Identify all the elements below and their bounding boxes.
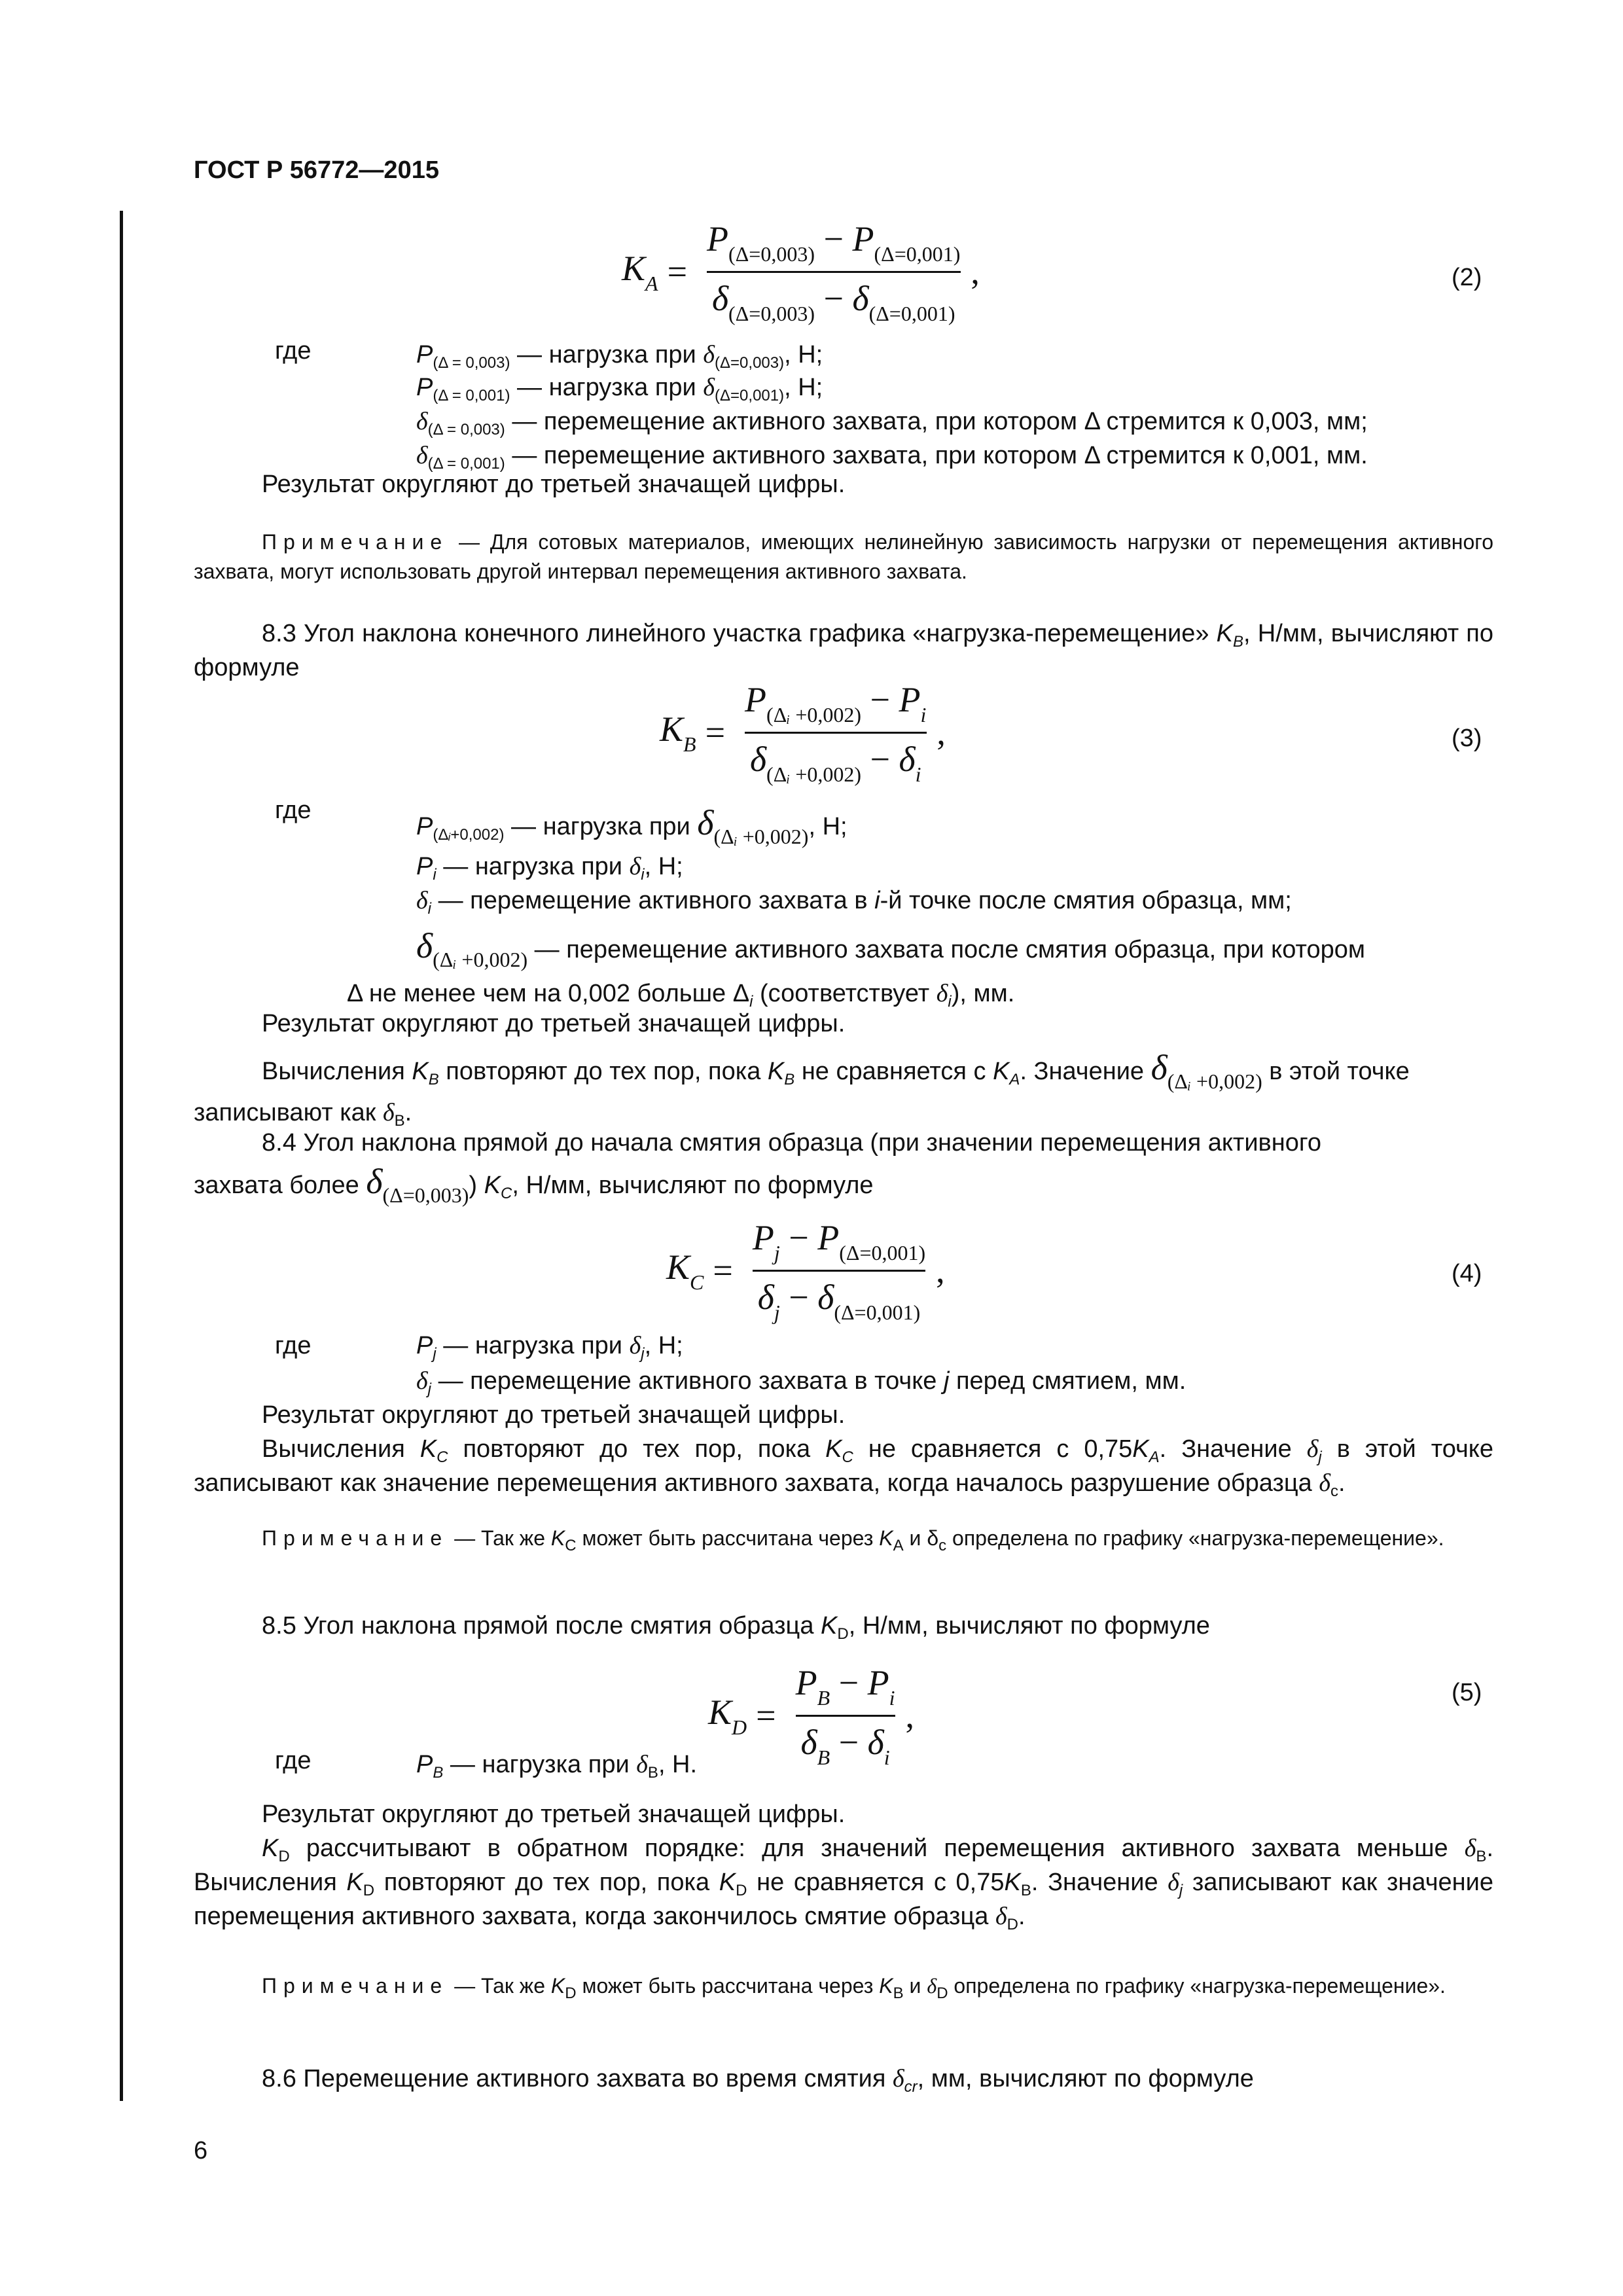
calc-8-4: Вычисления $K_C$ повторяют до тех пор, пока $K_C$ не сравняется с $0,75K_A$. Значение $\delta_j$ в этой точке записывают как значение перемещения активного захвата, когда началось разрушение образца $\delta_c$.	[194, 1435, 1493, 1501]
eq2-number: (2)	[1452, 264, 1482, 291]
def-4-2: $\delta_j$ — перемещение активного захвата в точке j перед смятием, мм.	[416, 1367, 1186, 1398]
section-8-5: 8.5 Угол наклона прямой после смятия образца $K_D$, Н/мм, вычисляют по формуле	[262, 1612, 1210, 1643]
where-label-4: где	[275, 1332, 312, 1359]
def-5-1: $P_B$ — нагрузка при $\delta_B$, Н.	[416, 1751, 698, 1782]
calc-8-3: Вычисления $K_B$ повторяют до тех пор, пока $K_B$ не сравняется с $K_A$. Значение $\delta_{(\Delta ᵢ +0,002)}$ в этой точке	[262, 1048, 1410, 1093]
eq4-fraction: $\frac{P_j - P_{(\Delta=0,001)}}{\delta_j - \delta_{(\Delta=0,001)}}$	[747, 1215, 931, 1326]
def-2-3: $\delta_{(\Delta = 0,003)}$ — перемещение активного захвата, при котором Δ стремится к 0,003, мм;	[416, 408, 1368, 439]
round-text-3: Результат округляют до третьей значащей цифры.	[262, 1401, 846, 1429]
note-1: Примечание — Для сотовых материалов, имеющих нелинейную зависимость нагрузки от перемещения активного захвата, могут использовать другой интервал перемещения активного захвата.	[194, 530, 1493, 583]
equation-2: $K_A$ = $\frac{P_{(\Delta=0,003)} - P_{(\Delta=0,001)}}{\delta_{(\Delta=0,003)} - \delta_{(\Delta=0,001)}}$ ,	[622, 216, 980, 327]
eq3-lhs: $K_B$	[660, 709, 696, 757]
equation-4: $K_C$ = $\frac{P_j - P_{(\Delta=0,001)}}{\delta_j - \delta_{(\Delta=0,001)}}$ ,	[666, 1215, 945, 1326]
document-header: ГОСТ Р 56772—2015	[194, 156, 439, 184]
equation-5: $K_D$ = $\frac{P_B - P_i}{\delta_B - \delta_i}$ ,	[708, 1660, 914, 1771]
round-text-4: Результат округляют до третьей значащей цифры.	[262, 1801, 846, 1828]
section-8-4: 8.4 Угол наклона прямой до начала смятия образца (при значении перемещения активного	[262, 1129, 1322, 1157]
def-3-5: Δ не менее чем на 0,002 больше $\Delta_i$ (соответствует $\delta_i$), мм.	[347, 980, 1015, 1011]
def-2-1: $P_{(\Delta = 0,003)}$ — нагрузка при $\delta_{(\Delta=0,003)}$, Н;	[416, 341, 823, 372]
eq2-fraction: $\frac{P_{(\Delta=0,003)} - P_{(\Delta=0,001)}}{\delta_{(\Delta=0,003)} - \delta_{(\Delta=0,001)}}$	[702, 216, 965, 327]
equation-3: $K_B$ = $\frac{P_{(\Delta ᵢ +0,002)} - P_i}{\delta_{(\Delta ᵢ +0,002)} - \delta_i}$ ,	[660, 677, 946, 788]
def-4-1: $P_j$ — нагрузка при $\delta_j$, Н;	[416, 1332, 683, 1363]
round-text-1: Результат округляют до третьей значащей цифры.	[262, 471, 846, 498]
eq3-fraction: $\frac{P_{(\Delta ᵢ +0,002)} - P_i}{\delta_{(\Delta ᵢ +0,002)} - \delta_i}$	[740, 677, 931, 788]
eq3-number: (3)	[1452, 725, 1482, 752]
def-3-1: $P_{(\Delta ᵢ+0,002)}$ — нагрузка при $\delta_{(\Delta ᵢ +0,002)}$, Н;	[416, 803, 847, 848]
def-2-2: $P_{(\Delta = 0,001)}$ — нагрузка при $\delta_{(\Delta=0,001)}$, Н;	[416, 374, 823, 404]
def-3-4: $\delta_{(\Delta ᵢ +0,002)}$ — перемещение активного захвата после смятия образца, при котором	[416, 926, 1366, 971]
eq4-lhs: $K_C$	[666, 1247, 704, 1295]
note-3: Примечание — Так же $K_D$ может быть рассчитана через $K_B$ и $\delta_D$ определена по графику «нагрузка-перемещение».	[262, 1974, 1446, 2002]
section-8-6: 8.6 Перемещение активного захвата во время смятия $\delta_{cr}$, мм, вычисляют по формуле	[262, 2065, 1254, 2096]
section-8-4-line2: захвата более $\delta_{(\Delta=0,003)}$) $K_C$, Н/мм, вычисляют по формуле	[194, 1162, 874, 1207]
eq5-number: (5)	[1452, 1679, 1482, 1706]
calc-8-3-end: записывают как $\delta_B$.	[194, 1099, 412, 1130]
def-2-4: $\delta_{(\Delta = 0,001)}$ — перемещение активного захвата, при котором Δ стремится к 0,001, мм.	[416, 442, 1368, 473]
eq2-lhs: $K_A$	[622, 249, 658, 296]
page-number: 6	[194, 2137, 208, 2164]
eq5-lhs: $K_D$	[708, 1693, 747, 1740]
note-2: Примечание — Так же $K_C$ может быть рассчитана через $K_A$ и $\delta_c$ определена по графику «нагрузка-перемещение».	[262, 1526, 1444, 1554]
section-8-3: 8.3 Угол наклона конечного линейного участка графика «нагрузка-перемещение» $K_B$, Н/мм, вычисляют по формуле	[194, 620, 1493, 682]
round-text-2: Результат округляют до третьей значащей цифры.	[262, 1010, 846, 1037]
where-label-5: где	[275, 1747, 312, 1774]
change-bar	[120, 211, 123, 2101]
def-3-3: $\delta_i$ — перемещение активного захвата в i-й точке после смятия образца, мм;	[416, 887, 1292, 918]
where-label: где	[275, 337, 312, 365]
calc-8-5: $K_D$ рассчитывают в обратном порядке: для значений перемещения активного захвата меньше $\delta_B$. Вычисления $K_D$ повторяют до тех пор, пока $K_D$ не сравняется с $0,75K_B$. Значение $\delta_j$ записывают как значение перемещения активного захвата, когда закончилось смятие образца $\delta_D$.	[194, 1835, 1493, 1934]
eq4-number: (4)	[1452, 1260, 1482, 1287]
where-label-3: где	[275, 797, 312, 824]
def-3-2: $P_i$ — нагрузка при $\delta_i$, Н;	[416, 853, 683, 884]
eq5-fraction: $\frac{P_B - P_i}{\delta_B - \delta_i}$	[791, 1660, 901, 1771]
